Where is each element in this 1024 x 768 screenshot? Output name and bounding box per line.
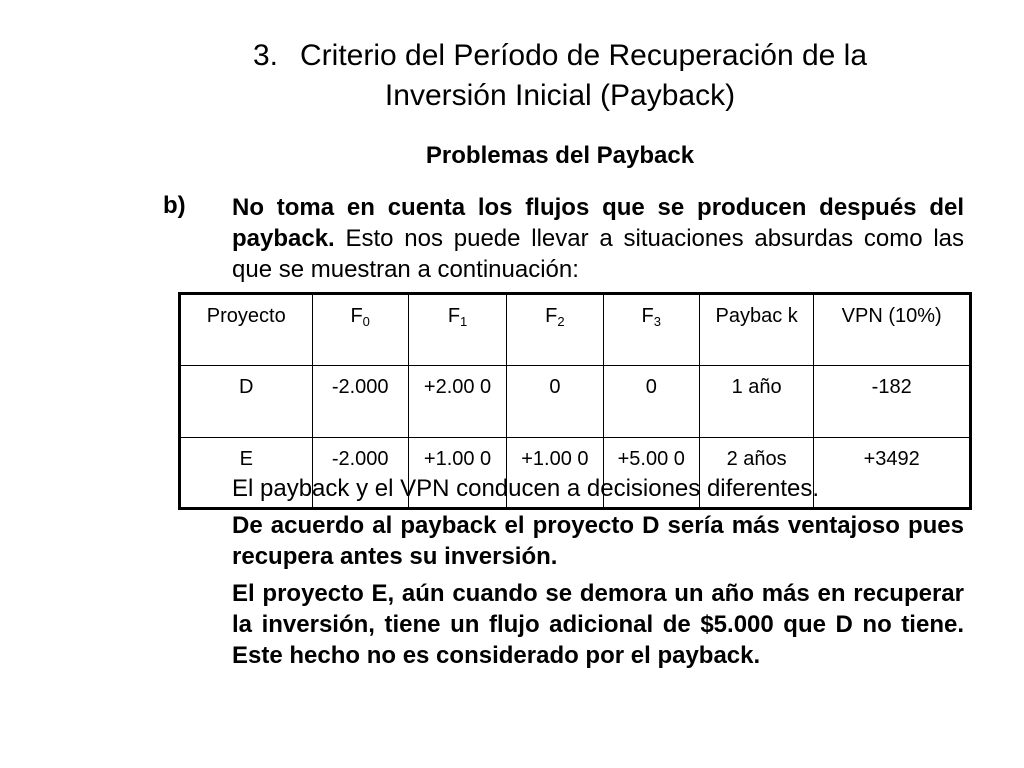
title-number: 3. <box>252 39 279 72</box>
list-marker: b) <box>163 192 186 219</box>
header-vpn: VPN (10%) <box>814 294 971 366</box>
header-f0 <box>312 294 408 366</box>
header-f3 <box>603 294 699 366</box>
paragraph-problem-description <box>232 192 964 285</box>
title-line-2: Inversión Inicial (Payback) <box>384 79 736 112</box>
title-line-1 <box>150 36 970 76</box>
paragraph-bold-text: No toma en cuenta los flujos que se producen después del payback. <box>232 194 964 252</box>
header-payback: Paybac k <box>699 294 813 366</box>
header-f1 <box>408 294 506 366</box>
header-f0-letter: F <box>350 305 363 327</box>
page-title <box>150 36 970 116</box>
table-header-row <box>180 294 971 366</box>
table-cell: 0 <box>507 366 603 438</box>
table-cell: 2 años <box>699 438 813 509</box>
table-cell: E <box>180 438 313 509</box>
paragraph-project-e: El proyecto E, aún cuando se demora un año más en recuperar la inversión, tiene un flujo adicional de $5.000 que D no tiene. Este hecho no es considerado por el payback. <box>232 580 964 669</box>
title-text-line-1: Criterio del Período de Recuperación de la <box>300 39 868 72</box>
table-row <box>180 366 971 438</box>
paragraph-normal-text: Esto nos puede llevar a situaciones absurdas como las que se muestran a continuación: <box>232 225 964 283</box>
header-f2-sub: 2 <box>557 314 565 329</box>
header-proyecto: Proyecto <box>180 294 313 366</box>
header-f3-sub: 3 <box>653 314 661 329</box>
header-f2 <box>507 294 603 366</box>
table-cell: D <box>180 366 313 438</box>
table-cell: -2.000 <box>312 438 408 509</box>
table-cell: -182 <box>814 366 971 438</box>
header-f1-sub: 1 <box>460 314 468 329</box>
section-subtitle: Problemas del Payback <box>425 142 695 169</box>
table-cell: 0 <box>603 366 699 438</box>
header-f0-sub: 0 <box>362 314 370 329</box>
table-cell: 1 año <box>699 366 813 438</box>
header-f2-letter: F <box>545 305 558 327</box>
table-cell: +2.00 0 <box>408 366 506 438</box>
header-f3-letter: F <box>641 305 654 327</box>
paragraph-conclusion: El payback y el VPN conducen a decisiones diferentes. <box>232 475 820 502</box>
table-cell: +1.00 0 <box>507 438 603 509</box>
paragraph-project-d: De acuerdo al payback el proyecto D sería más ventajoso pues recupera antes su inversión. <box>232 512 964 570</box>
header-f1-letter: F <box>447 305 461 327</box>
table-cell: +3492 <box>814 438 971 509</box>
table-cell: +1.00 0 <box>408 438 506 509</box>
table-cell: -2.000 <box>312 366 408 438</box>
table-cell: +5.00 0 <box>603 438 699 509</box>
